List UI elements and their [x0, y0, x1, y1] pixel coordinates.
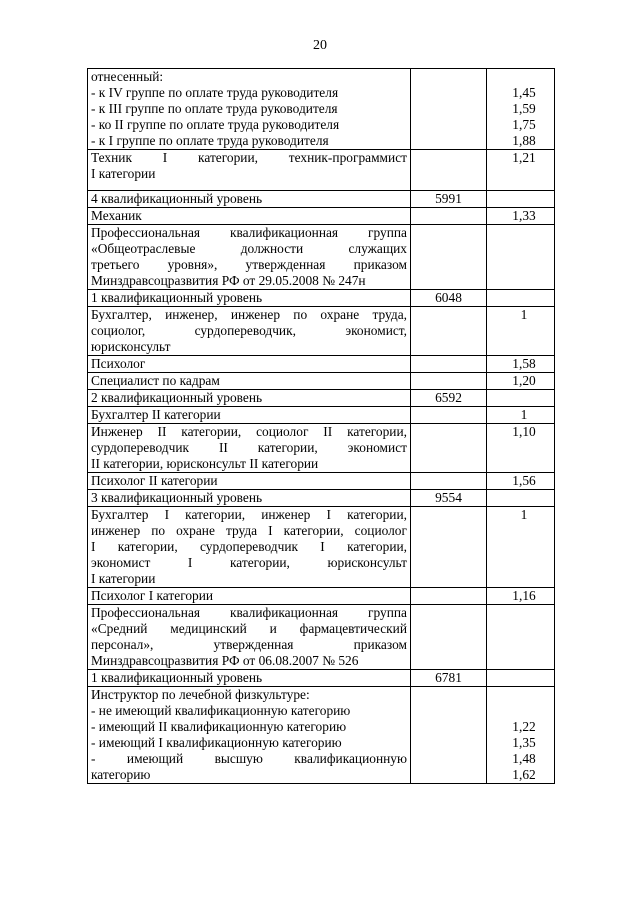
coefficient-value: 1,62 [512, 767, 536, 782]
coefficient-value: 1,33 [512, 208, 536, 223]
position-line: отнесенный: [91, 69, 164, 84]
table-row [88, 424, 555, 473]
position-cell [88, 670, 411, 687]
table-row [88, 605, 555, 670]
table-row [88, 473, 555, 490]
coefficient-value: 1,16 [512, 588, 536, 603]
coefficient-value [497, 703, 551, 719]
position-line: - к III группе по оплате труда руководителя [91, 101, 338, 116]
position-line: - не имеющий квалификационную категорию [91, 703, 351, 718]
coefficient-value [497, 687, 551, 703]
position-line: 4 квалификационный уровень [91, 191, 263, 206]
position-line: Бухгалтер, инженер, инженер по охране труда, [91, 307, 407, 322]
page-number: 20 [313, 38, 327, 53]
coefficient-cell [487, 424, 555, 473]
position-cell [88, 191, 411, 208]
coefficient-cell [487, 670, 555, 687]
position-line: Психолог II категории [91, 473, 218, 488]
table-row [88, 191, 555, 208]
coefficient-cell [487, 588, 555, 605]
position-line: Профессиональная квалификационная группа [91, 605, 407, 620]
position-cell [88, 507, 411, 588]
base-salary-cell [411, 150, 487, 191]
position-line: 1 квалификационный уровень [91, 670, 263, 685]
position-cell [88, 605, 411, 670]
coefficient-cell [487, 390, 555, 407]
position-cell [88, 150, 411, 191]
coefficient-value: 1 [520, 407, 528, 422]
position-line: - к I группе по оплате труда руководителя [91, 133, 329, 148]
position-cell [88, 390, 411, 407]
table-row [88, 670, 555, 687]
position-cell [88, 290, 411, 307]
base-salary-cell: 9554 [411, 490, 487, 507]
table-row [88, 225, 555, 290]
position-line: экономист I категории, юрисконсульт [91, 555, 407, 570]
coefficient-value: 1,35 [512, 735, 536, 750]
position-cell [88, 307, 411, 356]
position-line: сурдопереводчик II категории, экономист [91, 440, 407, 455]
coefficient-value [497, 290, 551, 306]
position-line: Профессиональная квалификационная группа [91, 225, 407, 240]
base-salary-cell: 5991 [411, 191, 487, 208]
base-salary-cell: 6592 [411, 390, 487, 407]
position-line: I категории [91, 571, 156, 586]
table-row [88, 373, 555, 390]
coefficient-value: 1,20 [512, 373, 536, 388]
base-salary-cell: 6048 [411, 290, 487, 307]
base-salary-cell [411, 687, 487, 784]
table-row [88, 407, 555, 424]
table-row [88, 150, 555, 191]
position-cell [88, 588, 411, 605]
coefficient-cell [487, 605, 555, 670]
coefficient-cell [487, 473, 555, 490]
salary-coefficient-table [87, 68, 555, 784]
position-line: Инструктор по лечебной физкультуре: [91, 687, 310, 702]
position-line: - ко II группе по оплате труда руководителя [91, 117, 340, 132]
coefficient-value [497, 225, 551, 241]
position-line: Бухгалтер II категории [91, 407, 221, 422]
coefficient-cell [487, 407, 555, 424]
position-line: Техник I категории, техник-программист [91, 150, 407, 165]
table-row [88, 307, 555, 356]
position-line: I категории, сурдопереводчик I категории, [91, 539, 407, 554]
base-salary-cell [411, 473, 487, 490]
table-row [88, 588, 555, 605]
position-cell [88, 69, 411, 150]
coefficient-value: 1,10 [512, 424, 536, 439]
position-cell [88, 407, 411, 424]
position-line: Бухгалтер I категории, инженер I категории, [91, 507, 407, 522]
base-salary-cell [411, 307, 487, 356]
coefficient-value [497, 191, 551, 207]
position-line: Специалист по кадрам [91, 373, 220, 388]
base-salary-cell [411, 588, 487, 605]
position-line: II категории, юрисконсульт II категории [91, 456, 319, 471]
coefficient-value: 1,58 [512, 356, 536, 371]
coefficient-value: 1,45 [512, 85, 536, 100]
coefficient-cell [487, 687, 555, 784]
coefficient-value: 1,56 [512, 473, 536, 488]
coefficient-value: 1,75 [512, 117, 536, 132]
coefficient-cell [487, 150, 555, 191]
coefficient-cell [487, 307, 555, 356]
row-spacer [91, 182, 407, 190]
position-cell [88, 687, 411, 784]
coefficient-cell [487, 373, 555, 390]
coefficient-cell [487, 208, 555, 225]
coefficient-value: 1,48 [512, 751, 536, 766]
position-line: «Средний медицинский и фармацевтический [91, 621, 407, 636]
base-salary-cell [411, 424, 487, 473]
base-salary-cell [411, 407, 487, 424]
coefficient-value: 1,59 [512, 101, 536, 116]
table-row [88, 69, 555, 150]
coefficient-value: 1 [520, 307, 528, 322]
coefficient-value: 1 [520, 507, 528, 522]
base-salary-cell [411, 373, 487, 390]
coefficient-value: 1,22 [512, 719, 536, 734]
coefficient-value: 1,88 [512, 133, 536, 148]
position-line: Психолог I категории [91, 588, 214, 603]
position-cell [88, 490, 411, 507]
base-salary-cell [411, 605, 487, 670]
position-line: Психолог [91, 356, 146, 371]
base-salary-cell [411, 356, 487, 373]
coefficient-cell [487, 225, 555, 290]
coefficient-value [497, 490, 551, 506]
position-line: юрисконсульт [91, 339, 171, 354]
table-row [88, 687, 555, 784]
position-line: I категории [91, 166, 156, 181]
coefficient-value [497, 670, 551, 686]
position-cell [88, 473, 411, 490]
position-line: Инженер II категории, социолог II категории, [91, 424, 407, 439]
table-row [88, 208, 555, 225]
coefficient-cell [487, 507, 555, 588]
position-line: Минздравсоцразвития РФ от 06.08.2007 № 526 [91, 653, 359, 668]
base-salary-cell [411, 507, 487, 588]
coefficient-cell [487, 69, 555, 150]
position-line: 3 квалификационный уровень [91, 490, 263, 505]
base-salary-cell [411, 208, 487, 225]
position-line: категорию [91, 767, 151, 782]
coefficient-cell [487, 490, 555, 507]
base-salary-cell: 6781 [411, 670, 487, 687]
position-line: Механик [91, 208, 142, 223]
table-row [88, 490, 555, 507]
position-line: социолог, сурдопереводчик, экономист, [91, 323, 407, 338]
table-row [88, 507, 555, 588]
position-line: третьего уровня», утвержденная приказом [91, 257, 407, 272]
position-line: 2 квалификационный уровень [91, 390, 263, 405]
coefficient-value [497, 69, 551, 85]
position-line: - имеющий I квалификационную категорию [91, 735, 342, 750]
position-cell [88, 225, 411, 290]
table-row [88, 290, 555, 307]
coefficient-value: 1,21 [512, 150, 536, 165]
position-line: - имеющий высшую квалификационную [91, 751, 407, 766]
position-line: Минздравсоцразвития РФ от 29.05.2008 № 247н [91, 273, 366, 288]
base-salary-cell [411, 69, 487, 150]
position-line: - имеющий II квалификационную категорию [91, 719, 347, 734]
coefficient-cell [487, 356, 555, 373]
position-line: персонал», утвержденная приказом [91, 637, 407, 652]
position-cell [88, 208, 411, 225]
coefficient-value [497, 605, 551, 621]
position-cell [88, 424, 411, 473]
coefficient-value [497, 390, 551, 406]
position-line: - к IV группе по оплате труда руководителя [91, 85, 339, 100]
coefficient-cell [487, 191, 555, 208]
position-line: «Общеотраслевые должности служащих [91, 241, 407, 256]
coefficient-cell [487, 290, 555, 307]
table-row [88, 356, 555, 373]
table-row [88, 390, 555, 407]
position-line: 1 квалификационный уровень [91, 290, 263, 305]
position-cell [88, 373, 411, 390]
position-cell [88, 356, 411, 373]
base-salary-cell [411, 225, 487, 290]
position-line: инженер по охране труда I категории, социолог [91, 523, 407, 538]
